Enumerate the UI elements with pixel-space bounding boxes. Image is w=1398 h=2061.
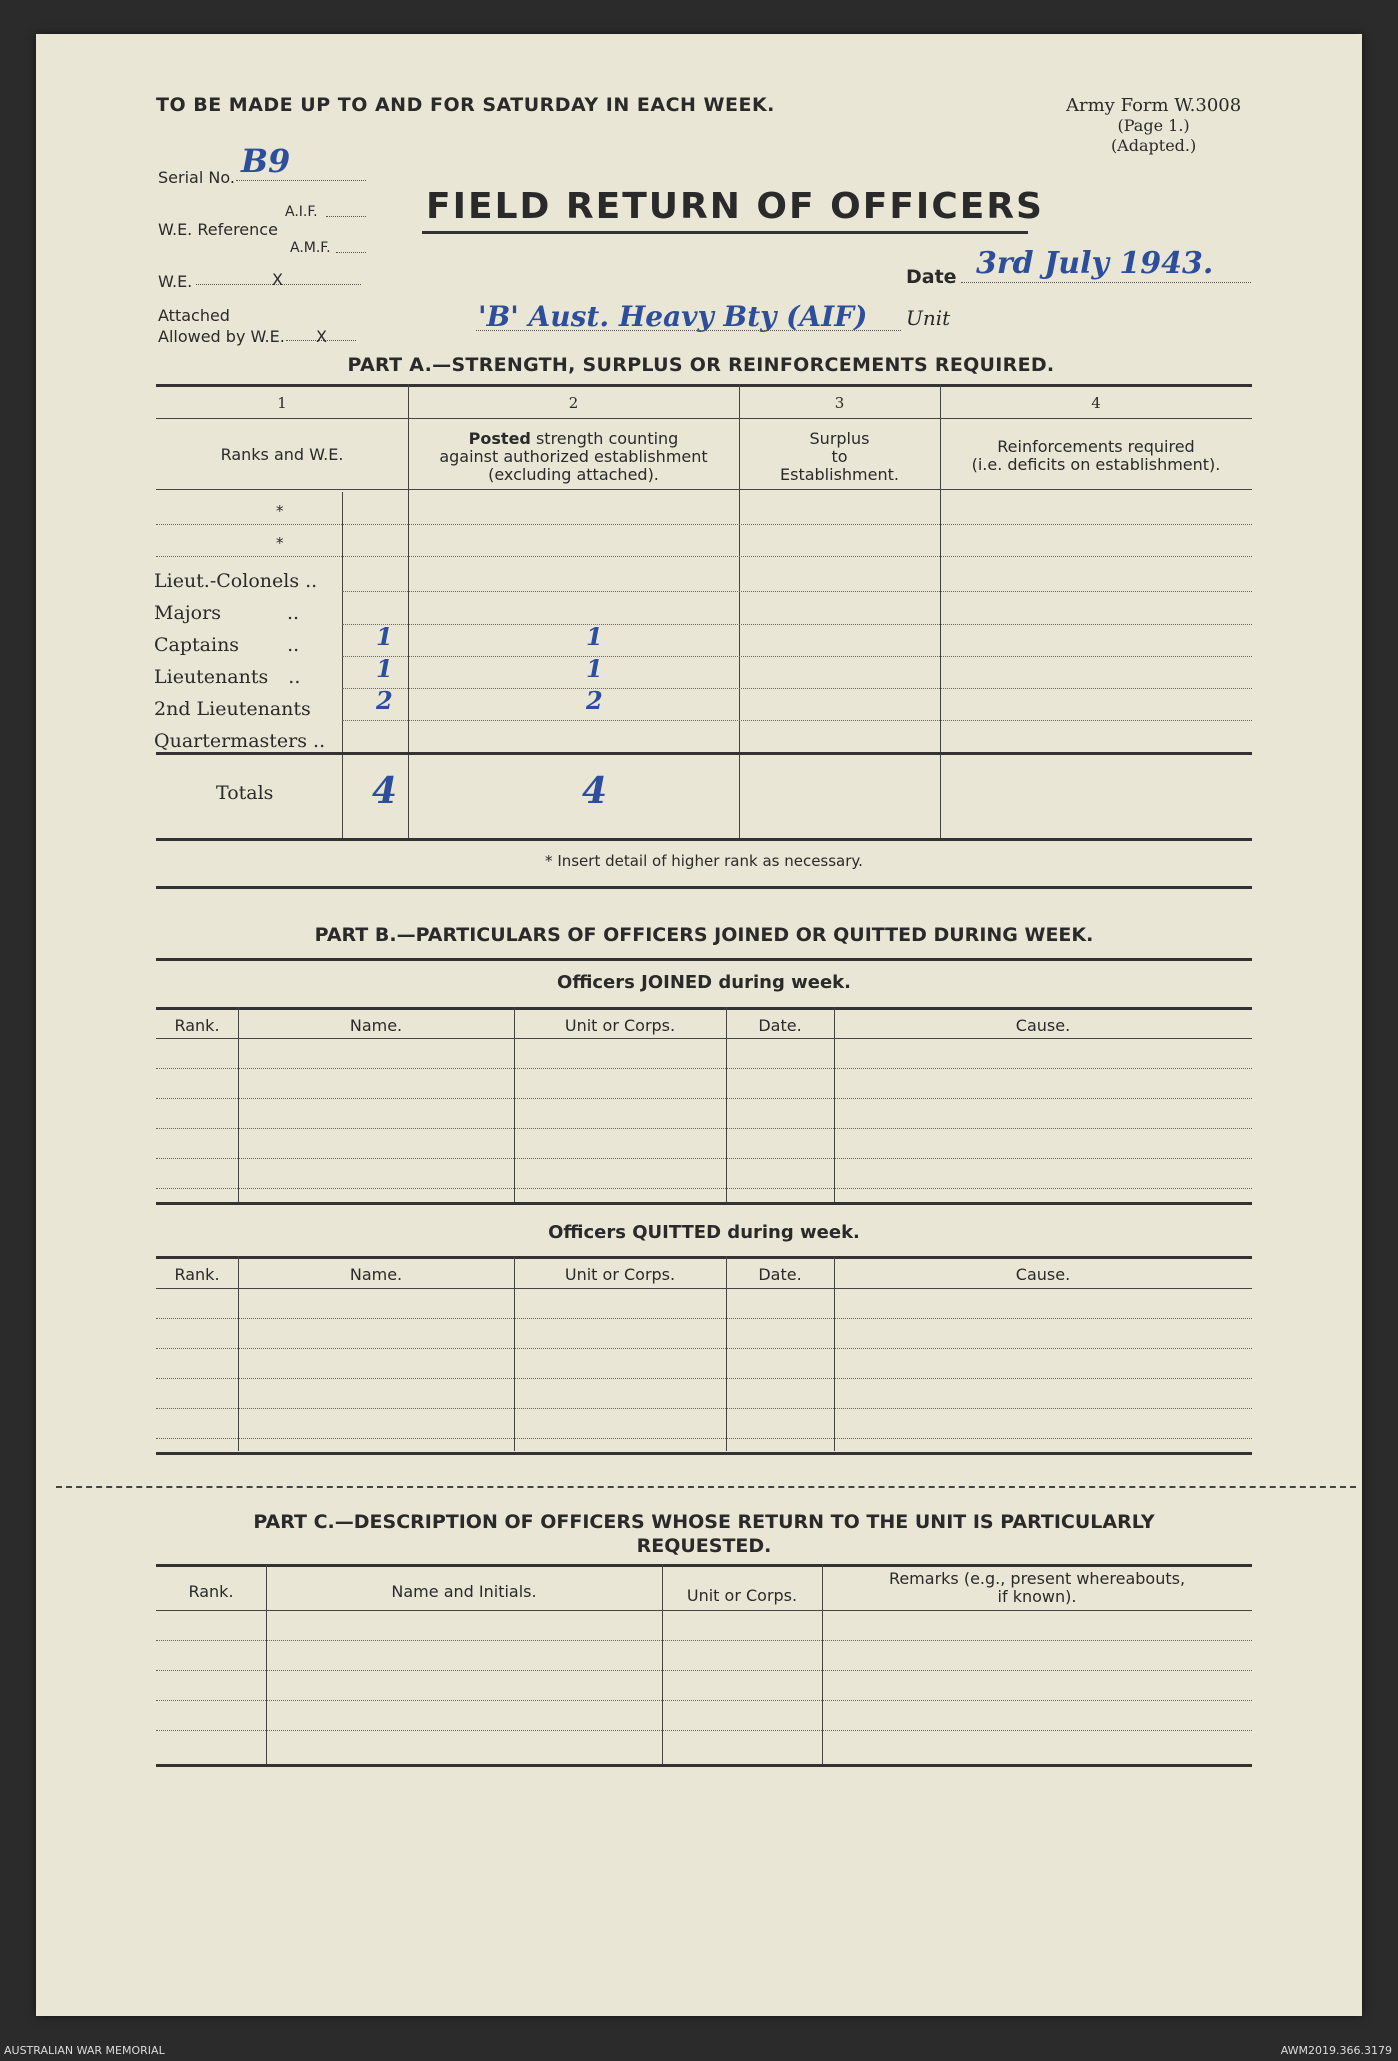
allowed-x-mark: X bbox=[316, 327, 327, 346]
amf-label: A.M.F. bbox=[290, 240, 331, 256]
quitted-col-cause: Cause. bbox=[1015, 1265, 1071, 1284]
date-label: Date bbox=[906, 266, 957, 288]
col2-header-line2: against authorized establishment bbox=[439, 447, 708, 466]
col3-header-line1: Surplus bbox=[809, 429, 870, 448]
posted-lieutenants: 2 bbox=[586, 686, 603, 715]
serial-line bbox=[236, 180, 366, 181]
quitted-vline-1 bbox=[238, 1256, 239, 1451]
col4-header-line2: (i.e. deficits on establishment). bbox=[971, 455, 1221, 474]
part-c-col-remarks bbox=[822, 1570, 1252, 1606]
unit-line bbox=[476, 330, 901, 331]
joined-col-cause: Cause. bbox=[1015, 1016, 1071, 1035]
footnote-rule bbox=[156, 886, 1252, 889]
col4-header-line1: Reinforcements required bbox=[997, 437, 1195, 456]
quitted-col-unit: Unit or Corps. bbox=[564, 1265, 676, 1284]
rank-lieutenants bbox=[154, 666, 300, 688]
rank-lieut-colonels bbox=[154, 570, 317, 592]
part-c-heading-line1: PART C.—DESCRIPTION OF OFFICERS WHOSE RETURN TO THE UNIT IS PARTICULARLY bbox=[253, 1511, 1155, 1533]
part-c-heading bbox=[156, 1510, 1252, 1558]
part-c-col-name: Name and Initials. bbox=[391, 1582, 537, 1601]
totals-top-rule bbox=[156, 752, 1252, 755]
rank-label: Lieut.-Colonels bbox=[154, 570, 300, 592]
rank-quartermasters bbox=[154, 730, 325, 752]
part-c-row-1 bbox=[156, 1640, 1252, 1641]
army-form-number: Army Form W.3008 bbox=[1066, 95, 1242, 116]
star-1: * bbox=[276, 502, 284, 520]
rank-dots: .. bbox=[287, 634, 300, 656]
part-b-heading: PART B.—PARTICULARS OF OFFICERS JOINED OR QUITTED DURING WEEK. bbox=[314, 924, 1094, 946]
part-c-col-unit: Unit or Corps. bbox=[686, 1586, 798, 1605]
joined-row-5 bbox=[156, 1188, 1252, 1189]
serial-label: Serial No. bbox=[158, 168, 235, 187]
quitted-title: Officers QUITTED during week. bbox=[548, 1222, 860, 1243]
quitted-vline-2 bbox=[514, 1256, 515, 1451]
joined-title: Officers JOINED during week. bbox=[557, 972, 851, 993]
quitted-row-1 bbox=[156, 1318, 1252, 1319]
quitted-vline-4 bbox=[834, 1256, 835, 1451]
row-rule-1 bbox=[342, 591, 1252, 592]
part-c-remarks-line2: if known). bbox=[997, 1587, 1077, 1606]
col3-header bbox=[739, 430, 940, 484]
col-number-2: 2 bbox=[568, 394, 579, 412]
joined-col-name: Name. bbox=[349, 1016, 403, 1035]
row-rule-2 bbox=[342, 624, 1252, 625]
rank-dots: .. bbox=[287, 602, 300, 624]
we-lieutenants: 2 bbox=[376, 686, 393, 715]
quitted-vline-3 bbox=[726, 1256, 727, 1451]
col2-header-line1 bbox=[408, 430, 739, 448]
footer-accession: AWM2019.366.3179 bbox=[1280, 2044, 1392, 2057]
row-rule-5 bbox=[342, 720, 1252, 721]
amf-line bbox=[336, 252, 366, 253]
quitted-col-rank: Rank. bbox=[174, 1265, 220, 1284]
quitted-col-name: Name. bbox=[349, 1265, 403, 1284]
form-page bbox=[36, 34, 1362, 2016]
unit-label: Unit bbox=[906, 306, 951, 330]
date-line bbox=[961, 282, 1251, 283]
totals-label: Totals bbox=[216, 782, 274, 804]
rank-majors bbox=[154, 602, 299, 624]
col4-header bbox=[940, 438, 1252, 474]
col2-header-line3: (excluding attached). bbox=[488, 465, 659, 484]
rank-label: Quartermasters bbox=[154, 730, 307, 752]
rank-dots: .. bbox=[305, 570, 318, 592]
joined-col-unit: Unit or Corps. bbox=[564, 1016, 676, 1035]
army-form-adapted: (Adapted.) bbox=[1110, 136, 1197, 155]
footnote: * Insert detail of higher rank as necessary. bbox=[545, 852, 863, 870]
part-c-header-rule bbox=[156, 1610, 1252, 1611]
rank-dots: .. bbox=[313, 730, 326, 752]
joined-top-rule bbox=[156, 1007, 1252, 1010]
quitted-row-5 bbox=[156, 1438, 1252, 1439]
row-rule-4 bbox=[342, 688, 1252, 689]
page-title: FIELD RETURN OF OFFICERS bbox=[426, 186, 1044, 227]
serial-value: B9 bbox=[241, 142, 291, 180]
joined-vline-1 bbox=[238, 1007, 239, 1202]
star-2: * bbox=[276, 534, 284, 552]
quitted-bottom-rule bbox=[156, 1452, 1252, 1455]
rank-label: Captains bbox=[154, 634, 240, 656]
rank-captains bbox=[154, 634, 299, 656]
allowed-label: Allowed by W.E. bbox=[158, 327, 285, 346]
col2-header bbox=[408, 430, 739, 484]
part-a-top-rule bbox=[156, 384, 1252, 387]
col-number-rule bbox=[156, 418, 1252, 419]
instructions: TO BE MADE UP TO AND FOR SATURDAY IN EACH WEEK. bbox=[156, 94, 775, 116]
army-form-page: (Page 1.) bbox=[1117, 116, 1190, 135]
row-rule-star-2 bbox=[156, 556, 1252, 557]
we-x-mark: X bbox=[272, 270, 283, 289]
army-form-ref bbox=[1066, 96, 1241, 156]
col-number-4: 4 bbox=[1091, 394, 1101, 412]
part-b-heading-rule bbox=[156, 958, 1252, 961]
col-number-3: 3 bbox=[834, 394, 845, 412]
part-c-row-2 bbox=[156, 1670, 1252, 1671]
part-c-col-rank: Rank. bbox=[188, 1582, 234, 1601]
part-a-bottom-rule bbox=[156, 838, 1252, 841]
we-reference-label: W.E. Reference bbox=[158, 220, 278, 239]
part-c-remarks-line1: Remarks (e.g., present whereabouts, bbox=[888, 1569, 1186, 1588]
joined-vline-3 bbox=[726, 1007, 727, 1202]
quitted-top-rule bbox=[156, 1256, 1252, 1259]
rank-2nd-lieutenants bbox=[154, 698, 311, 720]
quitted-row-4 bbox=[156, 1408, 1252, 1409]
part-a-heading: PART A.—STRENGTH, SURPLUS OR REINFORCEMENTS REQUIRED. bbox=[347, 354, 1055, 376]
date-value: 3rd July 1943. bbox=[976, 246, 1214, 281]
aif-label: A.I.F. bbox=[285, 204, 318, 220]
totals-posted: 4 bbox=[582, 770, 608, 812]
joined-vline-2 bbox=[514, 1007, 515, 1202]
joined-row-3 bbox=[156, 1128, 1252, 1129]
quitted-row-3 bbox=[156, 1378, 1252, 1379]
joined-col-date: Date. bbox=[758, 1016, 802, 1035]
we-captains: 1 bbox=[376, 654, 393, 683]
joined-row-4 bbox=[156, 1158, 1252, 1159]
row-rule-3 bbox=[342, 656, 1252, 657]
footer-credit: AUSTRALIAN WAR MEMORIAL bbox=[4, 2044, 165, 2057]
col3-header-line3: Establishment. bbox=[780, 465, 899, 484]
aif-line bbox=[326, 216, 366, 217]
perforation-line bbox=[56, 1486, 1356, 1488]
quitted-row-2 bbox=[156, 1348, 1252, 1349]
rank-label: Majors bbox=[154, 602, 221, 624]
quitted-header-rule bbox=[156, 1288, 1252, 1289]
joined-col-rank: Rank. bbox=[174, 1016, 220, 1035]
header-bottom-rule bbox=[156, 489, 1252, 490]
part-a-we-vline bbox=[342, 492, 343, 838]
joined-vline-4 bbox=[834, 1007, 835, 1202]
posted-majors: 1 bbox=[586, 622, 603, 651]
part-c-row-4 bbox=[156, 1730, 1252, 1731]
rank-label: 2nd Lieutenants bbox=[154, 698, 311, 720]
attached-label: Attached bbox=[158, 306, 230, 325]
part-c-row-3 bbox=[156, 1700, 1252, 1701]
we-majors: 1 bbox=[376, 622, 393, 651]
part-c-top-rule bbox=[156, 1564, 1252, 1567]
row-rule-star-1 bbox=[156, 524, 1252, 525]
rank-label: Lieutenants bbox=[154, 666, 269, 688]
title-underline bbox=[422, 231, 1028, 234]
col3-header-line2: to bbox=[831, 447, 848, 466]
rank-dots: .. bbox=[288, 666, 301, 688]
joined-row-2 bbox=[156, 1098, 1252, 1099]
joined-bottom-rule bbox=[156, 1202, 1252, 1205]
part-c-heading-line2: REQUESTED. bbox=[636, 1535, 772, 1557]
col1-header: Ranks and W.E. bbox=[220, 445, 344, 464]
we-label: W.E. bbox=[158, 272, 193, 291]
joined-row-1 bbox=[156, 1068, 1252, 1069]
col2-header-bold: Posted bbox=[468, 429, 531, 448]
quitted-col-date: Date. bbox=[758, 1265, 802, 1284]
part-c-bottom-rule bbox=[156, 1764, 1252, 1767]
joined-header-rule bbox=[156, 1038, 1252, 1039]
unit-value: 'B' Aust. Heavy Bty (AIF) bbox=[478, 300, 868, 333]
col2-header-text: strength counting bbox=[535, 429, 679, 448]
posted-captains: 1 bbox=[586, 654, 603, 683]
col-number-1: 1 bbox=[277, 394, 287, 412]
totals-we: 4 bbox=[372, 770, 398, 812]
